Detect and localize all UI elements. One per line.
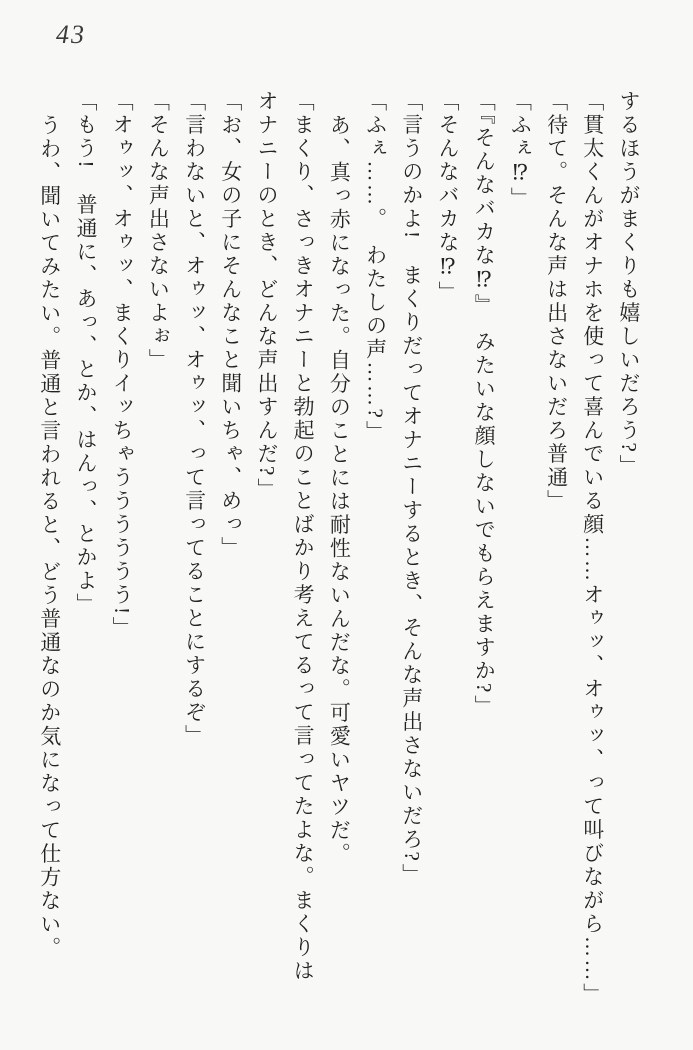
- text-column-12: 「お、女の子にそんなこと聞いちゃ、めっ」: [218, 90, 243, 560]
- text-column-9: あ、真っ赤になった。自分のことには耐性ないんだな。可愛いヤツだ。: [327, 113, 352, 866]
- page-number: 43: [56, 20, 86, 49]
- text-column-11: オナニーのとき、どんな声出すんだ?」: [254, 90, 279, 502]
- text-column-6: 「そんなバカな⁉」: [435, 90, 460, 305]
- text-column-5: 「『そんなバカな⁉』 みたいな顔しないでもらえますか?」: [472, 90, 497, 719]
- text-column-4: 「ふぇ⁉」: [508, 90, 533, 211]
- text-column-10: 「まくり、さっきオナニーと勃起のことばかり考えてるって言ってたよな。まくりは: [291, 90, 316, 983]
- text-column-17: うわ、聞いてみたい。普通と言われると、どう普通なのか気になって仕方ない。: [37, 113, 62, 960]
- text-column-16: 「もう! 普通に、あっ、とか、はんっ、とかよ」: [73, 90, 98, 617]
- text-column-13: 「言わないと、オゥッ、オゥッ、って言ってることにするぞ」: [182, 90, 207, 748]
- text-column-3: 「待て。そんな声は出さないだろ普通」: [544, 90, 569, 513]
- text-column-1: するほうがまくりも嬉しいだろう?」: [617, 90, 641, 478]
- text-column-15: 「オゥッ、オゥッ、まくりイッちゃうううううう!」: [110, 90, 135, 640]
- text-column-2: 「貫太くんがオナホを使って喜んでいる顔……オゥッ、オゥッ、って叫びながら……」: [580, 90, 605, 1007]
- text-column-14: 「そんな声出さないよぉ」: [146, 90, 171, 372]
- text-column-7: 「言うのかよ! まくりだってオナニーするとき、そんな声出さないだろ?」: [399, 90, 424, 887]
- text-column-8: 「ふぇ……。 わたしの声……?」: [363, 90, 388, 444]
- page-text-area: [31, 90, 647, 1018]
